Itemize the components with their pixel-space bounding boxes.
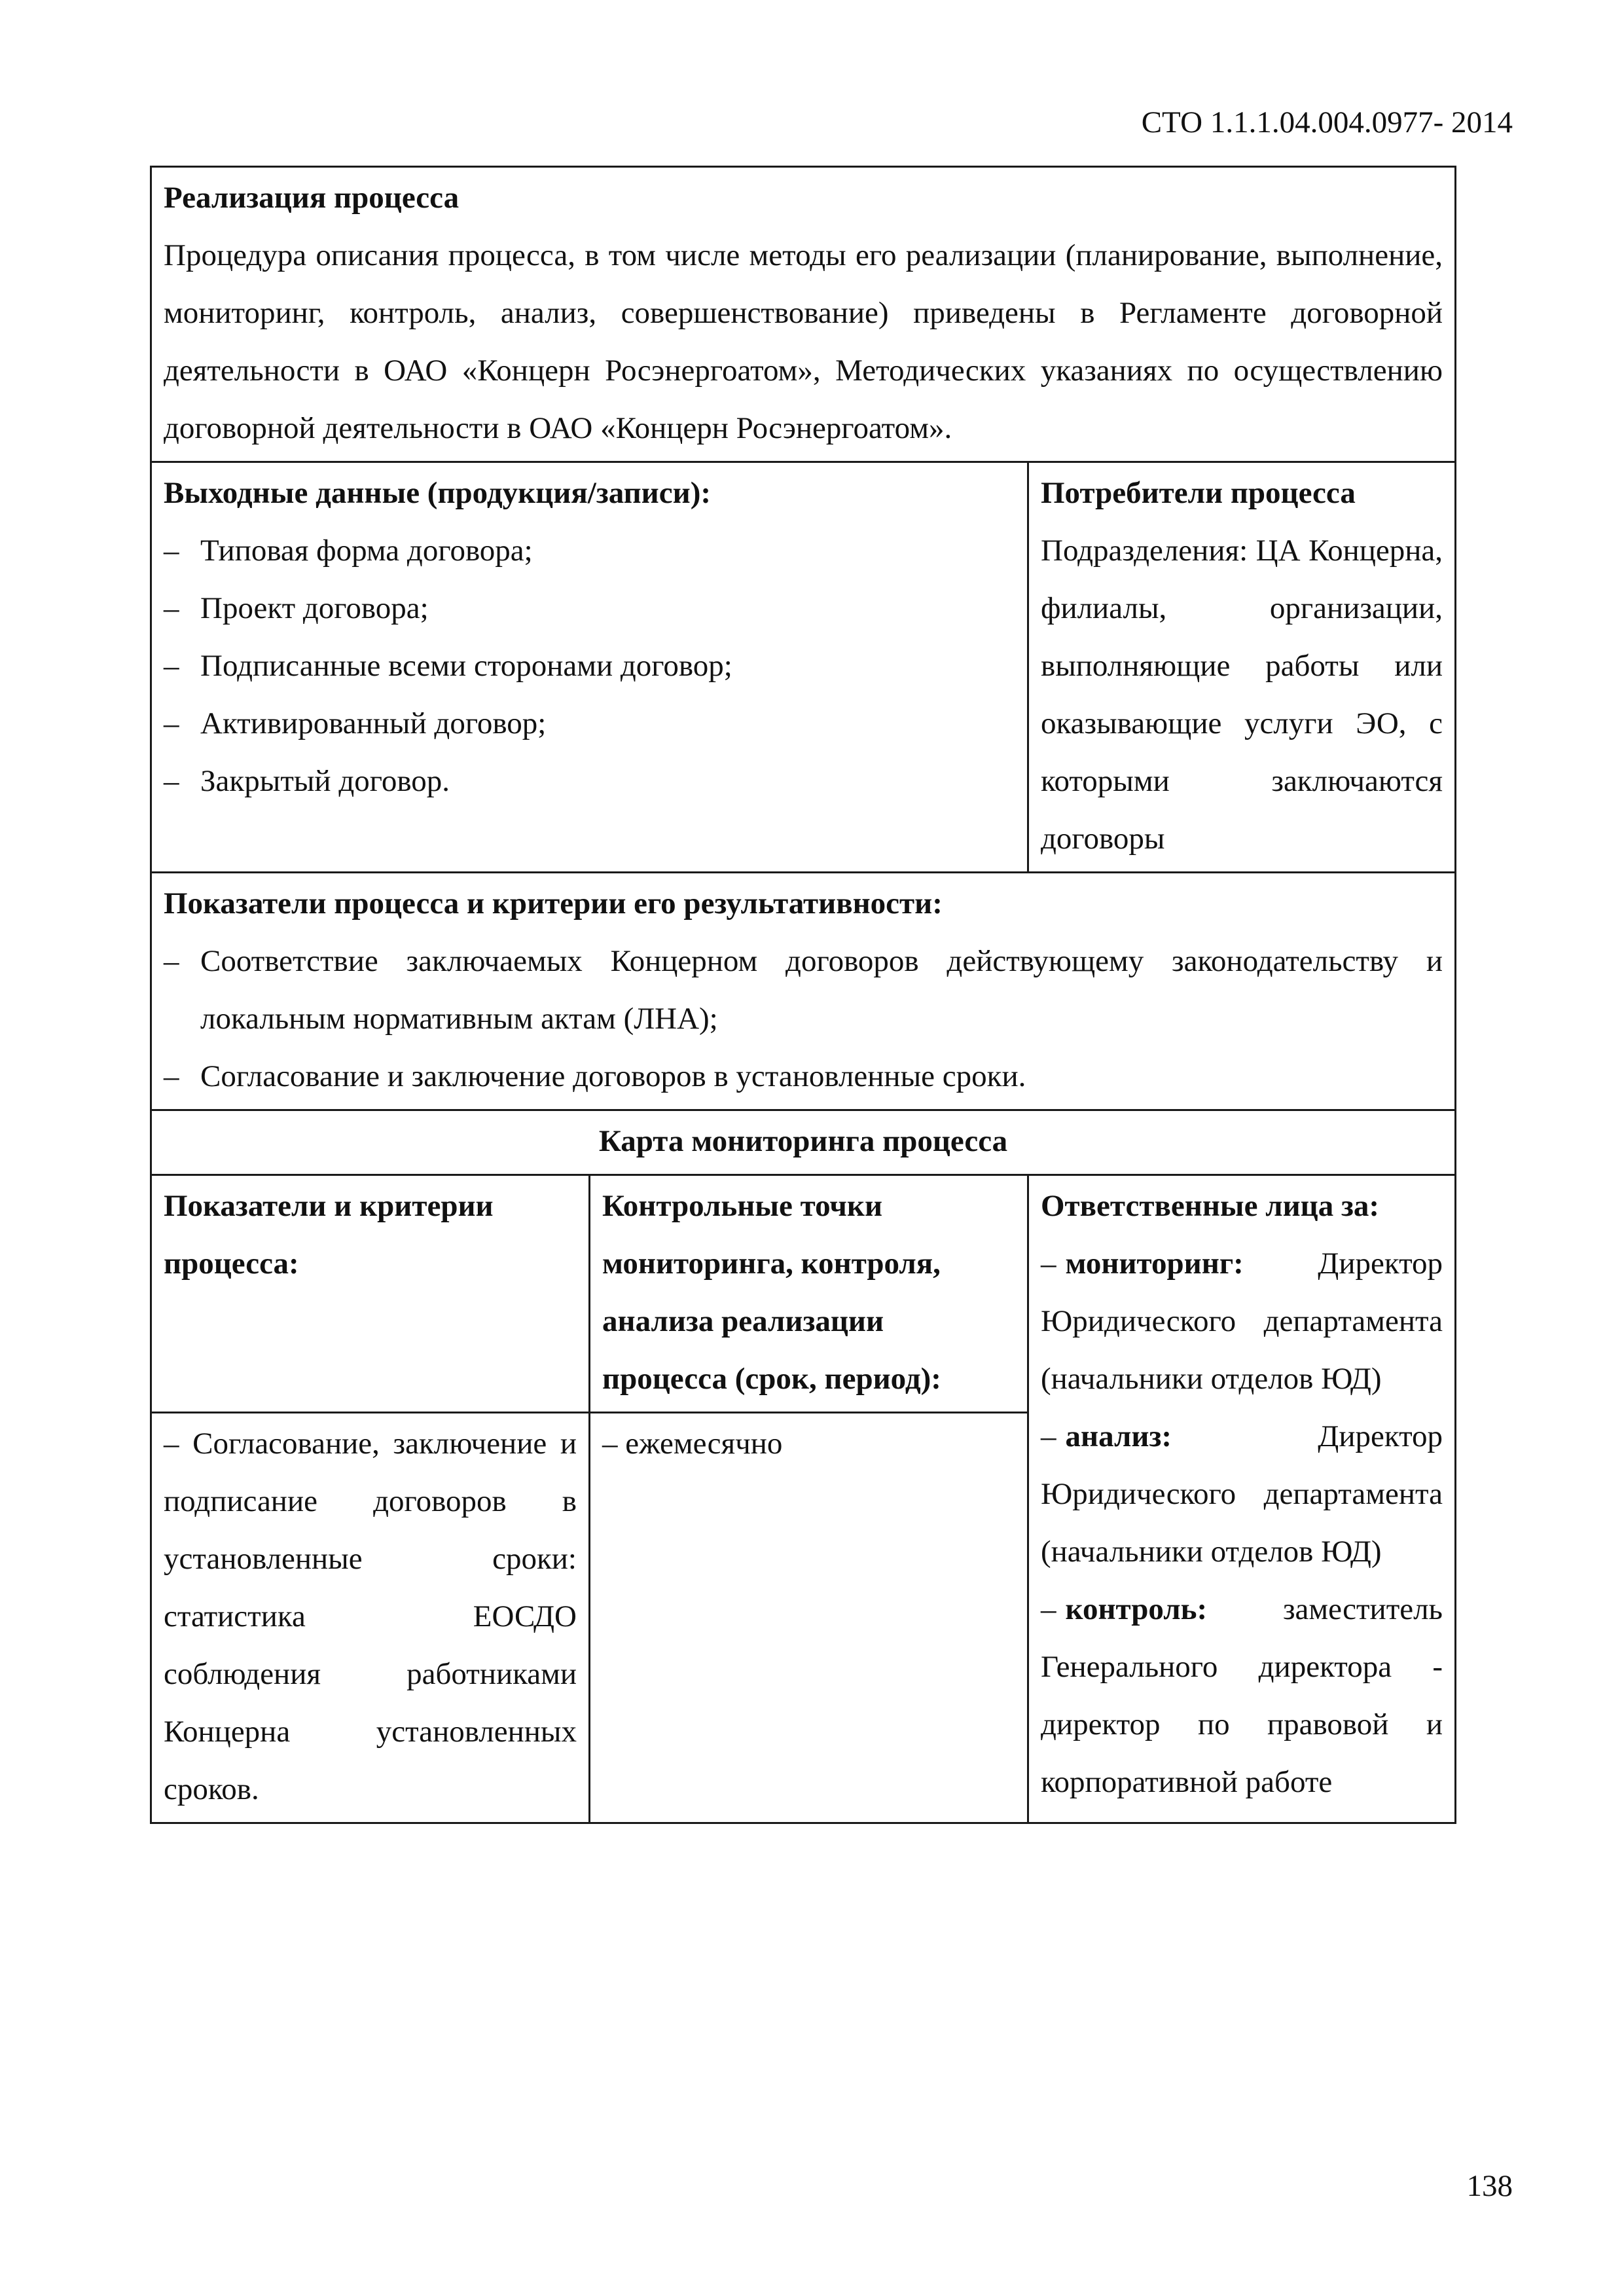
outputs-heading: Выходные данные (продукция/записи): bbox=[164, 476, 711, 510]
consumers-text: Подразделения: ЦА Концерна, филиалы, организации, выполняющие работы или оказывающие услуги ЭО, с которыми заключаются договоры bbox=[1041, 534, 1443, 856]
indicators-list bbox=[164, 932, 1443, 1105]
responsible-label: мониторинг: bbox=[1065, 1247, 1244, 1281]
list-item: – Закрытый договор. bbox=[164, 752, 1015, 810]
implementation-text: Процедура описания процесса, в том числе методы его реализации (планирование, выполнение, мониторинг, контроль, анализ, совершенствование) приведены в Регламенте договорной деятельности в ОАО «Концерн Росэнергоатом», Методических указаниях по осуществлению договорной деятельности в ОАО «Концерн Росэнергоатом». bbox=[164, 238, 1443, 445]
monitoring-title-row bbox=[151, 1110, 1456, 1175]
implementation-heading: Реализация процесса bbox=[164, 181, 460, 215]
responsible-label: контроль: bbox=[1065, 1592, 1208, 1626]
indicators-heading: Показатели процесса и критерии его результативности: bbox=[164, 886, 943, 920]
list-item: – Подписанные всеми сторонами договор; bbox=[164, 637, 1015, 695]
period-text: ежемесячно bbox=[625, 1427, 783, 1461]
list-item: – Типовая форма договора; bbox=[164, 522, 1015, 579]
monitoring-map-title: Карта мониторинга процесса bbox=[151, 1110, 1456, 1175]
document-code: СТО 1.1.1.04.004.0977- 2014 bbox=[1141, 105, 1513, 139]
monitoring-header-row bbox=[151, 1175, 1456, 1413]
responsible-analysis: – анализ: Директор Юридического департамента (начальники отделов ЮД) bbox=[1041, 1419, 1443, 1569]
col1-header: Показатели и критерии процесса: bbox=[151, 1175, 590, 1413]
criteria-text: Согласование, заключение и подписание договоров в установленные сроки: статистика ЕОСДО соблюдения работниками Концерна установленных сроков. bbox=[164, 1427, 577, 1806]
outputs-consumers-row bbox=[151, 462, 1456, 873]
responsible-text: Директор Юридического департамента (начальники отделов ЮД) bbox=[1041, 1419, 1443, 1569]
responsible-cell bbox=[1028, 1175, 1456, 1823]
col2-header: Контрольные точки мониторинга, контроля, анализа реализации процесса (срок, период): bbox=[590, 1175, 1028, 1413]
col2-content: – ежемесячно bbox=[590, 1413, 1028, 1823]
indicators-row bbox=[151, 873, 1456, 1110]
list-item: – Проект договора; bbox=[164, 579, 1015, 637]
list-item: – Активированный договор; bbox=[164, 695, 1015, 752]
consumers-heading: Потребители процесса bbox=[1041, 476, 1356, 510]
list-item: – Соответствие заключаемых Концерном договоров действующему законодательству и локальным нормативным актам (ЛНА); bbox=[164, 932, 1443, 1048]
list-item: – Согласование и заключение договоров в установленные сроки. bbox=[164, 1048, 1443, 1105]
responsible-text: заместитель Генерального директора - директор по правовой и корпоративной работе bbox=[1041, 1592, 1443, 1799]
implementation-row bbox=[151, 167, 1456, 462]
responsible-text: Директор Юридического департамента (начальники отделов ЮД) bbox=[1041, 1247, 1443, 1396]
responsible-control: – контроль: заместитель Генерального директора - директор по правовой и корпоративной работе bbox=[1041, 1592, 1443, 1799]
responsible-label: анализ: bbox=[1065, 1419, 1172, 1453]
outputs-list bbox=[164, 522, 1015, 810]
col3-header: Ответственные лица за: bbox=[1041, 1189, 1380, 1223]
page-number: 138 bbox=[1466, 2169, 1513, 2203]
col1-content: – Согласование, заключение и подписание договоров в установленные сроки: статистика ЕОСДО соблюдения работниками Концерна установленных сроков. bbox=[151, 1413, 590, 1823]
responsible-monitoring: – мониторинг: Директор Юридического департамента (начальники отделов ЮД) bbox=[1041, 1247, 1443, 1396]
process-table bbox=[150, 166, 1456, 1824]
